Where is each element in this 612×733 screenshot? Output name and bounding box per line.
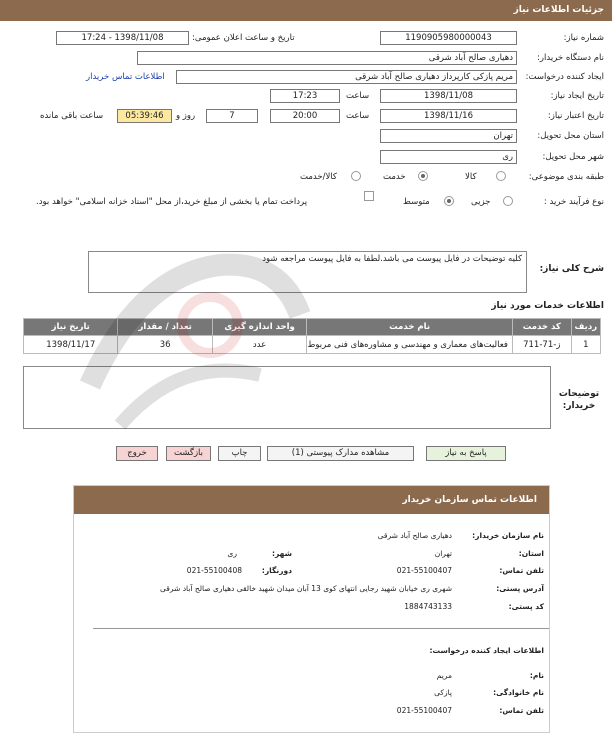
creator-family-label: نام خانوادگی: xyxy=(493,688,544,697)
announce-field: 1398/11/08 - 17:24 xyxy=(56,31,189,45)
back-button[interactable]: بازگشت xyxy=(166,446,211,461)
purchase-type-label: نوع فرآیند خرید : xyxy=(543,197,604,207)
creator-label: ایجاد کننده درخواست: xyxy=(525,72,604,82)
creator-family: پازکی xyxy=(434,688,452,697)
cell-code: ز-71-711 xyxy=(512,336,571,354)
attachments-button[interactable]: مشاهده مدارک پیوستی (1) xyxy=(267,446,414,461)
contact-province-label: استان: xyxy=(518,549,544,558)
cell-qty: 36 xyxy=(118,336,212,354)
announce-label: تاریخ و ساعت اعلان عمومی: xyxy=(192,33,295,43)
contact-city: ری xyxy=(227,549,237,558)
page-header: جزئیات اطلاعات نیاز xyxy=(0,0,612,21)
reply-button[interactable]: پاسخ به نیاز xyxy=(426,446,506,461)
remaining-label: ساعت باقی مانده xyxy=(40,111,104,121)
description-label: شرح کلی نیاز: xyxy=(539,264,604,274)
col-code: کد خدمت xyxy=(512,319,571,336)
col-unit: واحد اندازه گیری xyxy=(212,319,306,336)
contact-postal-label: کد پستی: xyxy=(508,602,544,611)
contact-address-label: آدرس پستی: xyxy=(496,584,544,593)
contact-divider xyxy=(93,628,549,629)
validity-label: تاریخ اعتبار نیاز: xyxy=(547,111,604,121)
print-button[interactable]: چاپ xyxy=(218,446,261,461)
category-label: طبقه بندی موضوعی: xyxy=(528,172,604,182)
remaining-time-field: 05:39:46 xyxy=(117,109,172,123)
purchase-minor-radio[interactable] xyxy=(503,196,513,206)
category-goods-label: کالا xyxy=(465,172,477,182)
services-title: اطلاعات خدمات مورد نیاز xyxy=(491,301,604,311)
create-time-field: 17:23 xyxy=(270,89,340,103)
col-row: ردیف xyxy=(571,319,600,336)
contact-city-label: شهر: xyxy=(272,549,292,558)
col-qty: تعداد / مقدار xyxy=(118,319,212,336)
col-date: تاریخ نیاز xyxy=(24,319,118,336)
days-label: روز و xyxy=(176,111,196,121)
create-date-label: تاریخ ایجاد نیاز: xyxy=(550,91,604,101)
contact-card xyxy=(73,485,550,733)
contact-org-label: نام سازمان خریدار: xyxy=(472,531,544,540)
col-name: نام خدمت xyxy=(307,319,513,336)
buyer-org-field: دهیاری صالح آباد شرقی xyxy=(137,51,517,65)
contact-postal: 1884743133 xyxy=(404,602,452,611)
contact-org: دهیاری صالح آباد شرقی xyxy=(377,531,452,540)
creator-phone: 021-55100407 xyxy=(396,706,452,715)
need-number-label: شماره نیاز: xyxy=(563,33,604,43)
contact-province: تهران xyxy=(434,549,452,558)
buyer-org-label: نام دستگاه خریدار: xyxy=(537,53,604,63)
treasury-text: پرداخت تمام یا بخشی از مبلغ خرید،از محل "اسناد خزانه اسلامی" خواهد بود. xyxy=(36,197,308,207)
validity-date-field: 1398/11/16 xyxy=(380,109,517,123)
create-date-field: 1398/11/08 xyxy=(380,89,517,103)
creator-name-label: نام: xyxy=(529,671,544,680)
cell-name: فعالیت‌های معماری و مهندسی و مشاوره‌های فنی مربوط xyxy=(307,336,513,354)
contact-fax-label: دورنگار: xyxy=(261,566,292,575)
buyer-contact-link[interactable]: اطلاعات تماس خریدار xyxy=(86,72,165,82)
treasury-checkbox[interactable] xyxy=(364,191,374,201)
province-field: تهران xyxy=(380,129,517,143)
purchase-medium-radio[interactable] xyxy=(444,196,454,206)
contact-card-title: اطلاعات تماس سازمان خریدار xyxy=(74,486,549,514)
contact-phone: 021-55100407 xyxy=(396,566,452,575)
province-label: استان محل تحویل: xyxy=(537,131,604,141)
creator-field: مریم پازکی کارپرداز دهیاری صالح آباد شرقی xyxy=(176,70,517,84)
category-goods-radio[interactable] xyxy=(496,171,506,181)
days-field: 7 xyxy=(206,109,258,123)
city-label: شهر محل تحویل: xyxy=(542,152,604,162)
contact-address: شهری ری خیابان شهید رجایی انتهای کوی 13 آبان میدان شهید خالقی دهیاری صالح آباد شرقی xyxy=(160,584,452,593)
watermark-logo-icon xyxy=(60,235,320,445)
validity-time-field: 20:00 xyxy=(270,109,340,123)
category-both-label: کالا/خدمت xyxy=(300,172,337,182)
description-text: کلیه توضیحات در فایل پیوست می باشد.لطفا به فایل پیوست مراجعه شود xyxy=(262,254,522,264)
exit-button[interactable]: خروج xyxy=(116,446,158,461)
purchase-medium-label: متوسط xyxy=(403,197,430,207)
creator-info-title: اطلاعات ایجاد کننده درخواست: xyxy=(429,646,544,655)
category-both-radio[interactable] xyxy=(351,171,361,181)
create-time-label: ساعت xyxy=(346,91,370,101)
contact-phone-label: تلفن تماس: xyxy=(499,566,544,575)
category-service-radio[interactable] xyxy=(418,171,428,181)
contact-fax: 021-55100408 xyxy=(186,566,242,575)
purchase-minor-label: جزیی xyxy=(471,197,491,207)
validity-time-label: ساعت xyxy=(346,111,370,121)
creator-phone-label: تلفن تماس: xyxy=(499,706,544,715)
cell-date: 1398/11/17 xyxy=(24,336,118,354)
cell-unit: عدد xyxy=(212,336,306,354)
need-number-field: 1190905980000043 xyxy=(380,31,517,45)
city-field: ری xyxy=(380,150,517,164)
creator-name: مریم xyxy=(436,671,452,680)
category-service-label: خدمت xyxy=(383,172,406,182)
cell-row: 1 xyxy=(571,336,600,354)
buyer-notes-label: توضیحات خریدار: xyxy=(558,389,600,411)
